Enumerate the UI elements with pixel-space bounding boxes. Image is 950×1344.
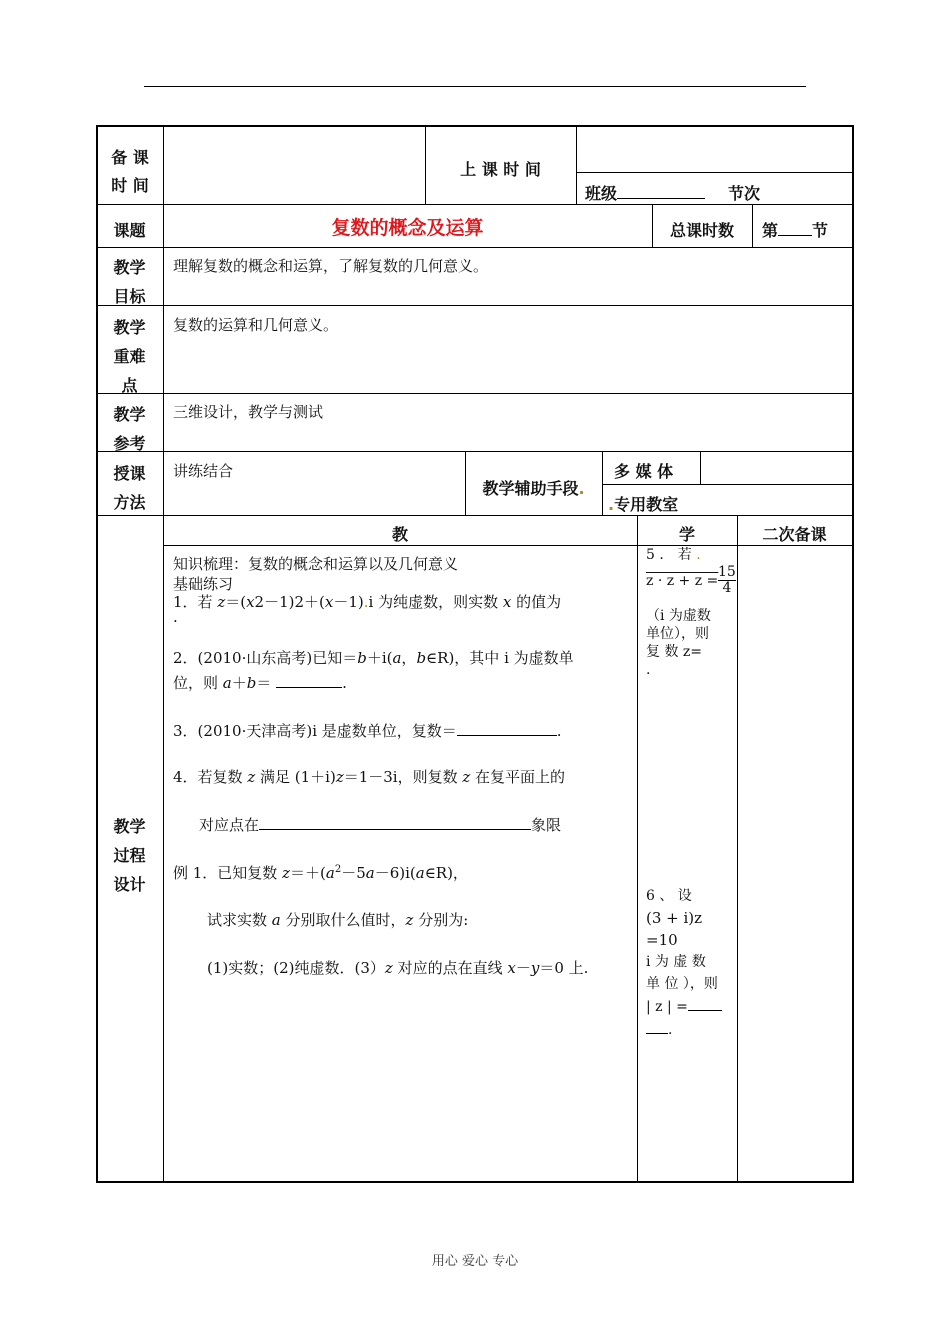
col-learn-header: 学	[678, 525, 695, 544]
row-sep	[96, 305, 854, 306]
col-second-header: 二次备课	[762, 525, 827, 544]
goals-content: 理解复数的概念和运算，了解复数的几何意义。	[173, 257, 489, 275]
answer-blank	[259, 814, 531, 830]
col-sep	[602, 451, 603, 516]
question-6: 6 、 设 (3 + i)z =10 i 为 虚 数 单 位 ），则 | z | = .	[646, 885, 738, 1041]
row-sep	[96, 247, 854, 248]
table-border-bottom	[96, 1181, 854, 1183]
row-sep	[96, 515, 854, 516]
key-points-label: 教学 重难 点	[113, 318, 146, 395]
example-1-line2: 试求实数 a 分别取什么值时，z 分别为:	[207, 911, 469, 929]
reference-label: 教学 参考	[113, 405, 146, 453]
question-4-line2: 对应点在 象限	[199, 816, 562, 834]
header-rule	[144, 86, 806, 87]
method-label: 授课 方法	[113, 464, 146, 512]
row-sep	[96, 204, 854, 205]
col-sep	[637, 515, 638, 1182]
question-5-formula: z · z + z =	[646, 573, 719, 589]
knowledge-summary: 知识梳理：复数的概念和运算以及几何意义	[173, 555, 459, 573]
row-sep	[163, 545, 854, 546]
answer-blank	[688, 995, 722, 1011]
question-5: 5 ． 若 .	[646, 547, 701, 563]
col-sep	[576, 125, 577, 205]
table-border-right	[852, 125, 854, 1183]
question-2: 2．(2010·山东高考)已知＝b＋i(a，b∈R)，其中 i 为虚数单	[173, 649, 574, 667]
basic-exercises-heading: 基础练习	[173, 575, 234, 593]
answer-blank	[646, 1018, 668, 1034]
col-teach-header: 教	[391, 525, 408, 544]
col-sep	[752, 204, 753, 248]
goals-label: 教学 目标	[113, 258, 146, 306]
section-number: 第 节	[762, 221, 829, 240]
page-footer: 用心 爱心 专心	[431, 1254, 519, 1269]
class-label: 班级	[585, 181, 705, 204]
col-sep	[700, 451, 701, 485]
method-content: 讲练结合	[173, 462, 234, 480]
reference-content: 三维设计，教学与测试	[173, 403, 324, 421]
question-2-line2: 位，则 a＋b＝ .	[173, 674, 347, 692]
multimedia-label: 多 媒 体	[614, 462, 674, 481]
table-border-top	[96, 125, 854, 127]
question-5-fraction: 15 4	[718, 564, 736, 596]
example-1: 例 1．已知复数 $z=+(a^2-5a-6)i(a\in R)$，	[173, 864, 468, 882]
prep-time-label: 备 课 时 间	[111, 148, 149, 195]
topic-title: 复数的概念及运算	[331, 217, 484, 239]
answer-blank	[457, 720, 557, 736]
total-hours-label: 总课时数	[669, 221, 734, 240]
question-3: 3．(2010·天津高考)i 是虚数单位，复数＝ .	[173, 722, 562, 740]
topic-label: 课题	[113, 221, 146, 240]
question-1-end: .	[173, 608, 178, 626]
row-sep	[602, 484, 854, 485]
aids-label: 教学辅助手段.	[482, 479, 585, 498]
question-5-rest: （i 为虚数 单位），则 复 数 z= .	[646, 608, 711, 678]
row-sep	[96, 451, 854, 452]
row-sep	[576, 172, 854, 173]
classroom-label: .专用教室	[608, 495, 679, 514]
process-label: 教学 过程 设计	[113, 817, 146, 894]
example-1-line3: (1)实数；(2)纯虚数．(3）z 对应的点在直线 x－y＝0 上.	[207, 959, 589, 977]
class-time-label: 上 课 时 间	[460, 160, 541, 179]
col-sep	[737, 515, 738, 1182]
question-4: 4．若复数 z 满足 (1＋i)z＝1－3i，则复数 z 在复平面上的	[173, 768, 566, 786]
answer-blank	[276, 672, 342, 688]
period-label: 节次	[728, 184, 761, 203]
col-sep	[163, 125, 164, 1183]
key-points-content: 复数的运算和几何意义。	[173, 316, 339, 334]
question-1: 1．若 z＝(x2－1)2＋(x－1).i 为纯虚数，则实数 x 的值为	[173, 593, 562, 611]
row-sep	[96, 393, 854, 394]
